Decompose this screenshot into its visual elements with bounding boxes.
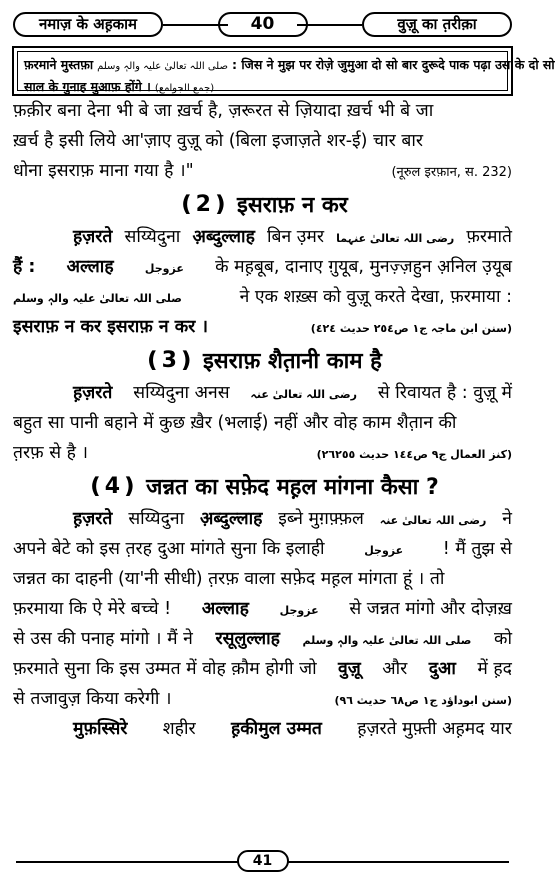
section-3-line-3: [13, 438, 512, 468]
section-2-heading: ❪ 2 ❫ इसराफ़ न कर: [13, 186, 512, 222]
text: अपने बेटे को इस त़रह दुआ मांगते सुना कि इलाही: [13, 539, 325, 559]
section-3-title: इसराफ़ शैत़ानी काम है: [203, 349, 382, 374]
section-3-number: 3: [161, 347, 177, 373]
text: हैं :: [13, 257, 36, 277]
arabic-honorific: عزوجل: [364, 544, 404, 557]
text: ने एक शख़्स को वुज़ू करते देखा, फ़रमाया :: [239, 287, 512, 307]
farman-text-1: : जिस ने मुझ पर रोज़े जुमुआ दो सो बार दुरूदे पाक पढ़ा उस के दो सो: [231, 57, 555, 72]
section-3-line-2: [13, 408, 512, 438]
section-2-line-3: [13, 282, 512, 312]
section-4-line-4: [13, 594, 512, 624]
arabic-honorific: عزوجل: [279, 604, 319, 617]
text: फ़रमाते: [466, 227, 512, 247]
intro-text-1: फ़क़ीर बना देना भी बे जा ख़र्च है, ज़रूरत से ज़ियादा ख़र्च भी बे जा: [13, 101, 434, 121]
section-4-line-6: [13, 654, 512, 684]
person-name: रसूलुल्लाह: [215, 629, 280, 649]
text: सय्यिदुना अनस: [133, 383, 230, 403]
text: से जन्नत मांगो और दोज़ख़: [349, 599, 512, 619]
text: से रिवायत है : वुज़ू में: [377, 383, 512, 403]
page-number: 40: [218, 12, 308, 37]
section-4-number: 4: [104, 473, 121, 499]
section-2-line-2: [13, 252, 512, 282]
text: जन्नत का दाहनी (या'नी सीधी) त़रफ़ वाला सफ़ेद मह़ल मांगता हूं । तो: [13, 569, 445, 589]
text: इब्ने मुग़फ़्फ़ल: [278, 509, 364, 529]
section-2-line-1: [13, 222, 512, 252]
section-4-line-1: [13, 504, 512, 534]
hadith-citation: (کنز العمال ج٩ ص١٤٤ حدیث ٢٦٢٥٥): [316, 448, 512, 461]
farman-box-inner: [17, 51, 555, 94]
title: ह़कीमुल उम्मत: [230, 719, 322, 739]
page-body: [9, 96, 516, 744]
title: मुफ़स्सिरे: [73, 719, 128, 739]
text: शहीर: [162, 719, 196, 739]
honorific: ह़ज़रते: [73, 383, 113, 403]
intro-line-2: [13, 126, 512, 156]
text: फ़रमाया कि ऐ मेरे बच्चे !: [13, 599, 172, 619]
intro-line-3: [13, 156, 512, 186]
text: सय्यिदुना: [128, 509, 185, 529]
section-4-line-8: [13, 714, 512, 744]
section-3-line-1: [13, 378, 512, 408]
farman-salutation: صلی اللہ تعالیٰ علیہ والہٖ وسلم: [97, 61, 228, 72]
farman-source: (جمع الجوامع): [154, 83, 215, 94]
arabic-salutation: صلی اللہ تعالیٰ علیہ والہٖ وسلم: [302, 634, 472, 647]
section-4-line-5: [13, 624, 512, 654]
text: ! मैं तुझ से: [442, 539, 512, 559]
section-4-line-3: [13, 564, 512, 594]
divine-name: अल्लाह: [201, 599, 249, 619]
honorific: ह़ज़रते: [73, 509, 113, 529]
arabic-honorific: رضی اللہ تعالیٰ عنہ: [250, 388, 358, 401]
farman-box: [12, 46, 555, 96]
text: बहुत सा पानी बहाने में कुछ ख़ैर (भलाई) नहीं और वोह काम शैत़ान की: [13, 413, 457, 433]
keyword: दुआ: [428, 659, 456, 679]
text: सय्यिदुना: [124, 227, 181, 247]
section-2-number: 2: [195, 191, 211, 217]
arabic-honorific: رضی اللہ تعالیٰ عنہما: [336, 232, 455, 245]
hadith-citation: (سنن ابن ماجہ ج١ ص٢٥٤ حدیث ٤٢٤): [310, 322, 512, 335]
text: और: [382, 659, 408, 679]
honorific: ह़ज़रते: [73, 227, 113, 247]
footer-page-number: 41: [237, 850, 289, 872]
text: में ह़द: [477, 659, 512, 679]
farman-label: फ़रमाने मुस्तफ़ा: [24, 57, 94, 72]
farman-text-2: साल के गुनाह मुआफ़ होंगे ।: [24, 79, 151, 94]
text: ने: [502, 509, 512, 529]
section-3-heading: ❪ 3 ❫ इसराफ़ शैत़ानी काम है: [13, 342, 512, 378]
text: से उस की पनाह मांगो । मैं ने: [13, 629, 193, 649]
section-4-heading: ❪ 4 ❫ जन्नत का सफ़ेद मह़ल मांगना कैसा ?: [13, 468, 512, 504]
intro-text-2: ख़र्च है इसी लिये आ'ज़ाए वुज़ू को (बिला इजाज़ते शर-ई) चार बार: [13, 131, 424, 151]
section-4-line-2: [13, 534, 512, 564]
intro-citation: (नूरुल इरफ़ान, स. 232): [391, 165, 512, 180]
divine-name: अल्लाह: [66, 257, 114, 277]
arabic-honorific: عزوجل: [144, 262, 184, 275]
section-2-line-4: [13, 312, 512, 342]
text: ह़ज़रते मुफ़्ती अह़मद यार: [357, 719, 512, 739]
text: बिन उ़मर: [267, 227, 325, 247]
hadith-citation: (سنن ابوداؤد ج١ ص٦٨ حدیث ٩٦): [334, 694, 512, 707]
text: त़रफ़ से है ।: [13, 443, 89, 463]
section-4-line-7: [13, 684, 512, 714]
section-2-title: इसराफ़ न कर: [237, 193, 348, 218]
keyword: वुज़ू: [338, 659, 361, 679]
section-4-title: जन्नत का सफ़ेद मह़ल मांगना कैसा ?: [146, 475, 439, 500]
intro-text-3: धोना इसराफ़ माना गया है ।": [13, 161, 194, 181]
person-name: अ़ब्दुल्लाह: [192, 227, 255, 247]
text: को: [494, 629, 512, 649]
arabic-salutation: صلی اللہ تعالیٰ علیہ والہٖ وسلم: [13, 292, 182, 305]
hadith-quote: इसराफ़ न कर इसराफ़ न कर ।: [13, 317, 209, 337]
person-name: अ़ब्दुल्लाह: [200, 509, 263, 529]
text: से तजावुज़ किया करेगी ।: [13, 689, 172, 709]
arabic-honorific: رضی اللہ تعالیٰ عنہ: [379, 514, 487, 527]
text: फ़रमाते सुना कि इस उम्मत में वोह क़ौम होगी जो: [13, 659, 317, 679]
book-title: नमाज़ के अह़काम: [13, 12, 163, 37]
chapter-title: वुज़ू का त़रीक़ा: [362, 12, 512, 37]
text: के मह़बूब, दानाए ग़ुयूब, मुनज़्ज़हुन अ़निल उ़यूब: [215, 257, 512, 277]
page-header: [9, 8, 516, 44]
page-footer: [0, 850, 525, 874]
intro-line-1: [13, 96, 512, 126]
